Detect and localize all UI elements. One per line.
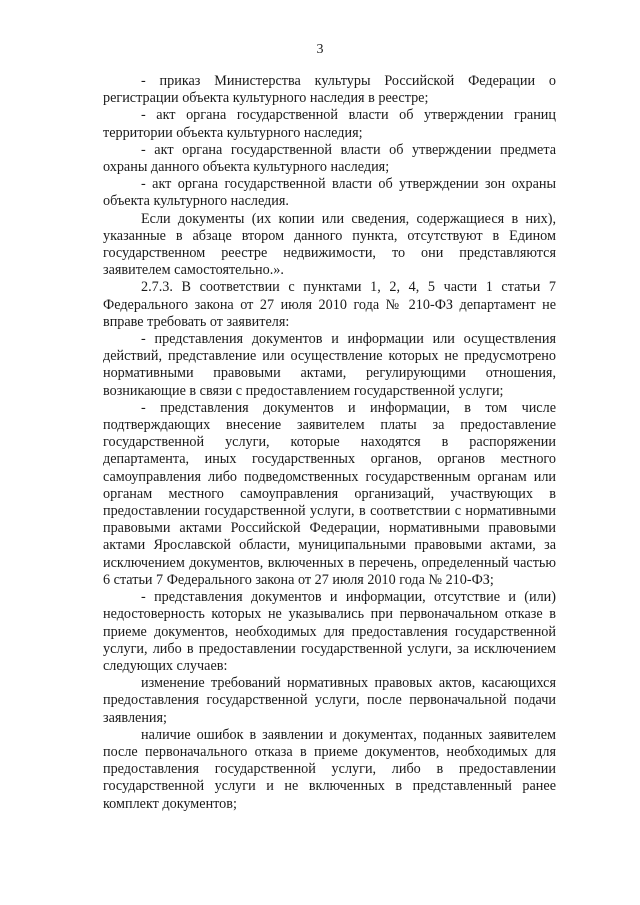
paragraph: - приказ Министерства культуры Российской Федерации о регистрации объекта культурного наследия в реестре; (103, 73, 556, 107)
paragraph: - акт органа государственной власти об утверждении границ территории объекта культурного наследия; (103, 107, 556, 141)
paragraph: 2.7.3. В соответствии с пунктами 1, 2, 4, 5 части 1 статьи 7 Федерального закона от 27 июля 2010 года № 210-ФЗ департамент не вправе требовать от заявителя: (103, 279, 556, 330)
paragraph: наличие ошибок в заявлении и документах, поданных заявителем после первоначального отказа в приеме документов, необходимых для предоставления государственной услуги, либо в предоставлении государственной услуги и не включенных в представленный ранее комплект документов; (103, 726, 556, 812)
page-number: 3 (316, 42, 324, 57)
paragraph: - представления документов и информации, в том числе подтверждающих внесение заявителем платы за предоставление государственной услуги, которые находятся в распоряжении департамента, иных государственных органов, органов местного самоуправления либо подведомственных государственным органам или органам местного самоуправления организаций, участвующих в предоставлении государственной услуги, в соответствии с нормативными правовыми актами Российской Федерации, нормативными правовыми актами Ярославской области, муниципальными правовыми актами, за исключением документов, включенных в перечень, определенный частью 6 статьи 7 Федерального закона от 27 июля 2010 года № 210-ФЗ; (103, 399, 556, 588)
paragraph: изменение требований нормативных правовых актов, касающихся предоставления государственной услуги, после первоначальной подачи заявления; (103, 675, 556, 726)
paragraph: - акт органа государственной власти об утверждении зон охраны объекта культурного наследия. (103, 176, 556, 210)
document-body (103, 73, 556, 813)
paragraph: - представления документов и информации, отсутствие и (или) недостоверность которых не указывались при первоначальном отказе в приеме документов, необходимых для предоставления государственной услуги, либо в предоставлении государственной услуги, за исключением следующих случаев: (103, 589, 556, 674)
paragraph: - представления документов и информации или осуществления действий, представление или осуществление которых не предусмотрено нормативными правовыми актами, регулирующими отношения, возникающие в связи с предоставлением государственной услуги; (103, 331, 556, 399)
paragraph: - акт органа государственной власти об утверждении предмета охраны данного объекта культурного наследия; (103, 141, 556, 176)
paragraph: Если документы (их копии или сведения, содержащиеся в них), указанные в абзаце втором данного пункта, отсутствуют в Едином государственном реестре недвижимости, то они представляются заявителем самостоятельно.». (103, 210, 556, 279)
